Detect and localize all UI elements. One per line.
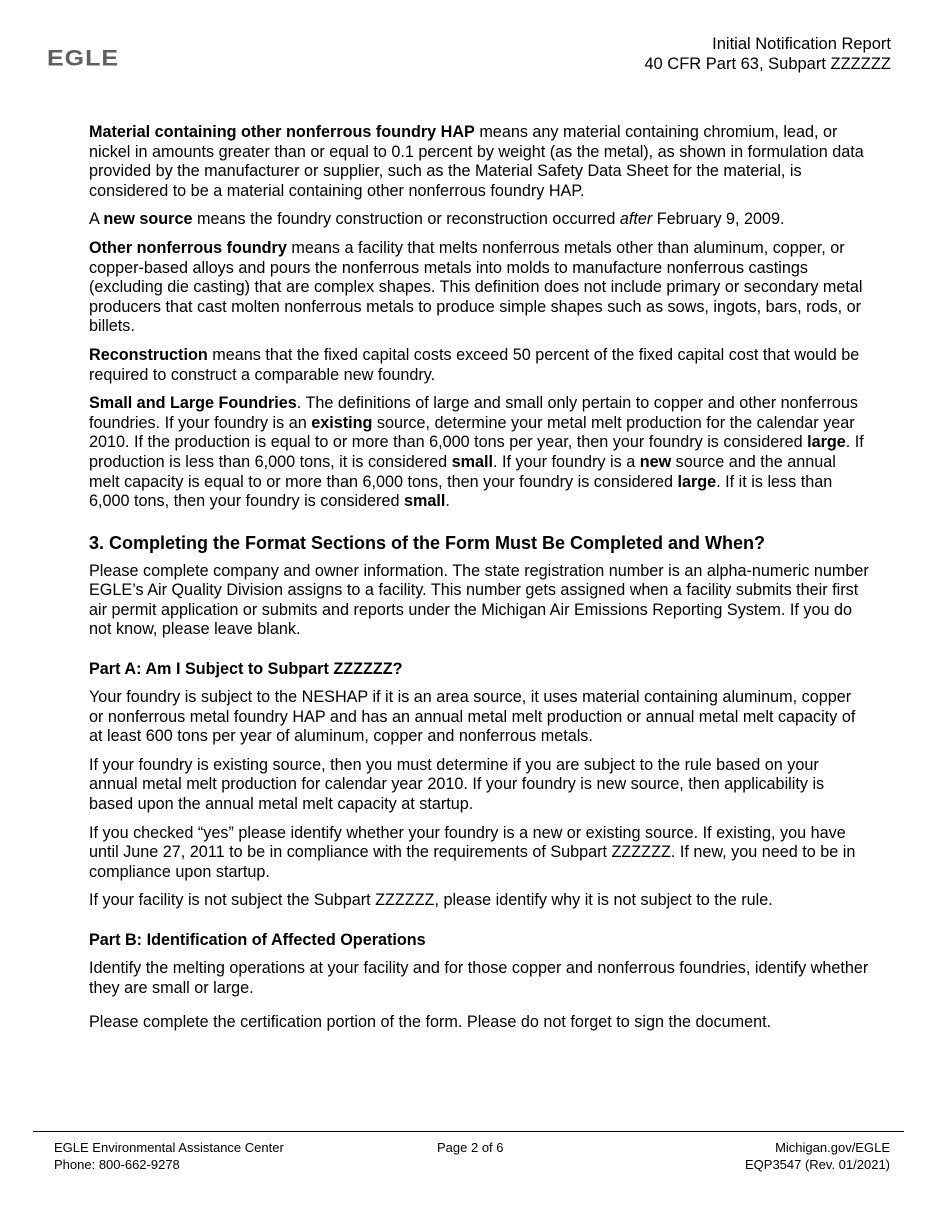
certification-paragraph: Please complete the certification portion of the form. Please do not forget to sign the document.	[89, 1013, 772, 1032]
text: source and the annual melt capacity is equal to or more than 6,000 tons, then your foundry is considered	[89, 452, 836, 491]
part-b-paragraph: Identify the melting operations at your facility and for those copper and nonferrous foundries, identify whether they are small or large.	[89, 959, 869, 997]
definition-other-nonferrous-hap	[89, 123, 869, 201]
report-title: Initial Notification Report	[712, 35, 891, 53]
section-3-heading: 3. Completing the Format Sections of the Form Must Be Completed and When?	[89, 532, 766, 553]
term: Material containing other nonferrous foundry HAP	[89, 123, 475, 141]
definition-small-large-foundries	[89, 394, 869, 512]
bold-text: new	[639, 452, 672, 471]
text: . If production is less than 6,000 tons, it is considered	[89, 433, 864, 471]
bold-text: large	[677, 472, 717, 491]
section-3-paragraph: Please complete company and owner information. The state registration number is an alpha-numeric number EGLE’s Air Quality Division assigns to a facility. This number gets assigned when a facility submits their first air permit application or submits and reports under the Michigan Air Emissions Reporting System. If you do not know, please leave blank.	[89, 561, 869, 639]
definition-text: means a facility that melts nonferrous metals other than aluminum, copper, or copper-based alloys and pours the nonferrous metals into molds to manufacture nonferrous castings (excluding die casting) that are complex shapes. This definition does not include primary or secondary metal producers that cast molten nonferrous metals to produce simple shapes such as sows, ingots, bars, rods, or billets.	[89, 238, 863, 336]
text: source, determine your metal melt production for the calendar year 2010. If the production is equal to or more than 6,000 tons per year, then your foundry is considered	[89, 413, 855, 452]
form-number: EQP3547 (Rev. 01/2021)	[744, 1157, 890, 1172]
definition-reconstruction	[89, 346, 869, 385]
text: A	[89, 210, 104, 229]
definition-text: means that the fixed capital costs exceed 50 percent of the fixed capital cost that would be required to construct a comparable new foundry.	[89, 345, 860, 384]
part-a-paragraph-4: If your facility is not subject the Subpart ZZZZZZ, please identify why it is not subject to the rule.	[89, 891, 773, 910]
footer-reference	[745, 1139, 890, 1173]
term: new source	[103, 210, 193, 229]
part-a-paragraph-2: If your foundry is existing source, then you must determine if you are subject to the rule based on your annual metal melt production for calendar year 2010. If your foundry is new source, then applicability is based upon the annual metal melt capacity at startup.	[89, 755, 825, 814]
footer-contact	[54, 1139, 284, 1173]
bold-text: small	[451, 452, 494, 471]
text: means the foundry construction or reconstruction occurred	[192, 210, 620, 229]
bold-text: existing	[311, 413, 373, 432]
part-a-paragraph-1: Your foundry is subject to the NESHAP if it is an area source, it uses material containing aluminum, copper or nonferrous metal foundry HAP and has an annual metal melt production or annual metal melt capacity of at least 600 tons per year of aluminum, copper and nonferrous metals.	[89, 688, 856, 746]
footer-phone: Phone: 800-662-9278	[54, 1157, 180, 1172]
bold-text: small	[403, 492, 446, 511]
footer-center-name: EGLE Environmental Assistance Center	[54, 1140, 284, 1155]
page-number: Page 2 of 6	[437, 1140, 504, 1155]
text: .	[445, 492, 450, 511]
definition-text: means any material containing chromium, lead, or nickel in amounts greater than or equal to 0.1 percent by weight (as the metal), as shown in formulation data provided by the manufacturer or supplier, such as the Material Safety Data Sheet for the material, is considered to be a material containing other nonferrous foundry HAP.	[89, 123, 864, 200]
part-a-heading: Part A: Am I Subject to Subpart ZZZZZZ?	[89, 660, 403, 679]
term: Reconstruction	[89, 345, 208, 364]
term: Other nonferrous foundry	[89, 238, 287, 257]
part-a-paragraph-3: If you checked “yes” please identify whether your foundry is a new or existing source. If existing, you have until June 27, 2011 to be in compliance with the requirements of Subpart ZZZZZZ. If new, you need to be in compliance upon startup.	[89, 823, 856, 881]
term: Small and Large Foundries	[89, 394, 297, 413]
text: February 9, 2009.	[652, 210, 785, 229]
regulation-subtitle: 40 CFR Part 63, Subpart ZZZZZZ	[644, 55, 891, 73]
part-b-heading: Part B: Identification of Affected Operations	[89, 931, 426, 949]
emphasis: after	[619, 210, 653, 229]
text: . If it is less than 6,000 tons, then your foundry is considered	[89, 472, 833, 511]
footer-divider	[33, 1131, 904, 1132]
bold-text: large	[807, 433, 846, 452]
egle-logo: EGLE	[47, 45, 120, 71]
definition-other-nonferrous-foundry	[89, 239, 869, 337]
text: . If your foundry is a	[493, 452, 640, 471]
document-body	[89, 123, 869, 1042]
footer-website: Michigan.gov/EGLE	[775, 1140, 890, 1155]
definition-new-source	[89, 210, 869, 230]
page-header	[644, 34, 891, 74]
text: . The definitions of large and small only pertain to copper and other nonferrous foundries. If your foundry is an	[89, 394, 859, 432]
